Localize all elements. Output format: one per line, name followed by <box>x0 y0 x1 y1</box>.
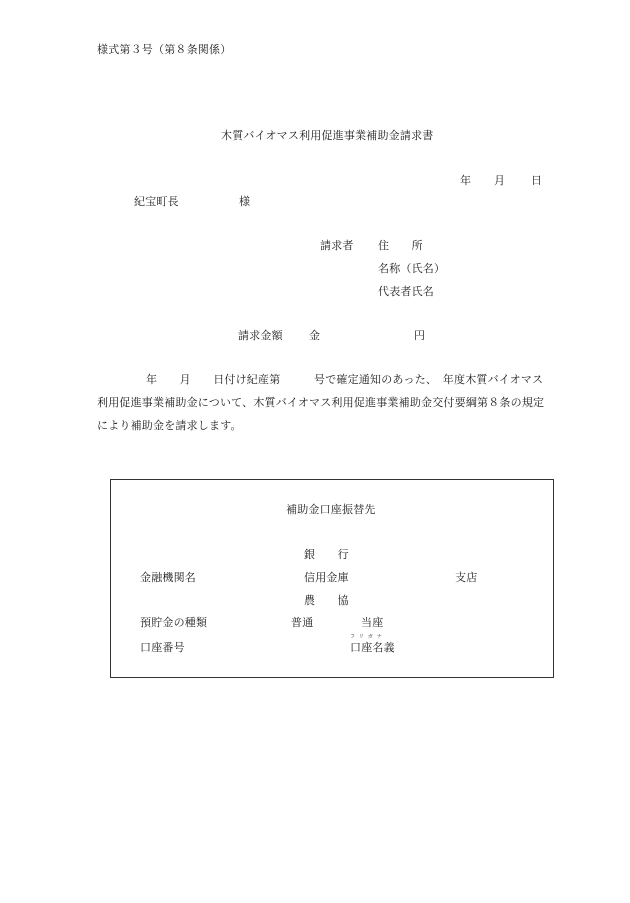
body-line-2: 利用促進事業補助金について、木質バイオマス利用促進事業補助金交付要綱第８条の規定 <box>97 396 545 409</box>
deposit-type-checking: 当座 <box>361 616 384 629</box>
amount-label: 請求金額 <box>238 329 283 342</box>
date-day: 日 <box>531 174 543 187</box>
requester-representative-label: 代表者氏名 <box>378 285 434 298</box>
institution-label: 金融機関名 <box>140 571 196 584</box>
document-title: 木質バイオマス利用促進事業補助金請求書 <box>221 129 434 142</box>
requester-name-label: 名称（氏名） <box>378 262 446 275</box>
branch-label: 支店 <box>455 571 478 584</box>
account-holder-ruby: フリガナ <box>350 634 386 640</box>
bank-type-bank: 銀 行 <box>304 548 349 561</box>
form-number: 様式第３号（第８条関係） <box>97 43 232 56</box>
bank-box-title: 補助金口座振替先 <box>286 503 376 516</box>
body-line-3: により補助金を請求します。 <box>97 419 242 432</box>
amount-unit: 円 <box>414 329 426 342</box>
deposit-type-label: 預貯金の種類 <box>140 616 208 629</box>
date-month: 月 <box>494 174 506 187</box>
addressee-honorific: 様 <box>239 195 251 208</box>
account-number-label: 口座番号 <box>140 641 185 654</box>
body-line-1: 年 月 日付け紀産第 号で確定通知のあった、 年度木質バイオマス <box>146 373 544 386</box>
bank-type-credit-union: 信用金庫 <box>304 571 349 584</box>
requester-label: 請求者 <box>320 239 354 252</box>
account-holder-label: 口座名義 <box>350 641 395 654</box>
addressee-name: 紀宝町長 <box>134 195 179 208</box>
date-year: 年 <box>460 174 472 187</box>
amount-prefix: 金 <box>309 329 321 342</box>
requester-address-label: 住 所 <box>378 239 423 252</box>
deposit-type-ordinary: 普通 <box>291 616 314 629</box>
bank-type-agri-coop: 農 協 <box>304 594 349 607</box>
